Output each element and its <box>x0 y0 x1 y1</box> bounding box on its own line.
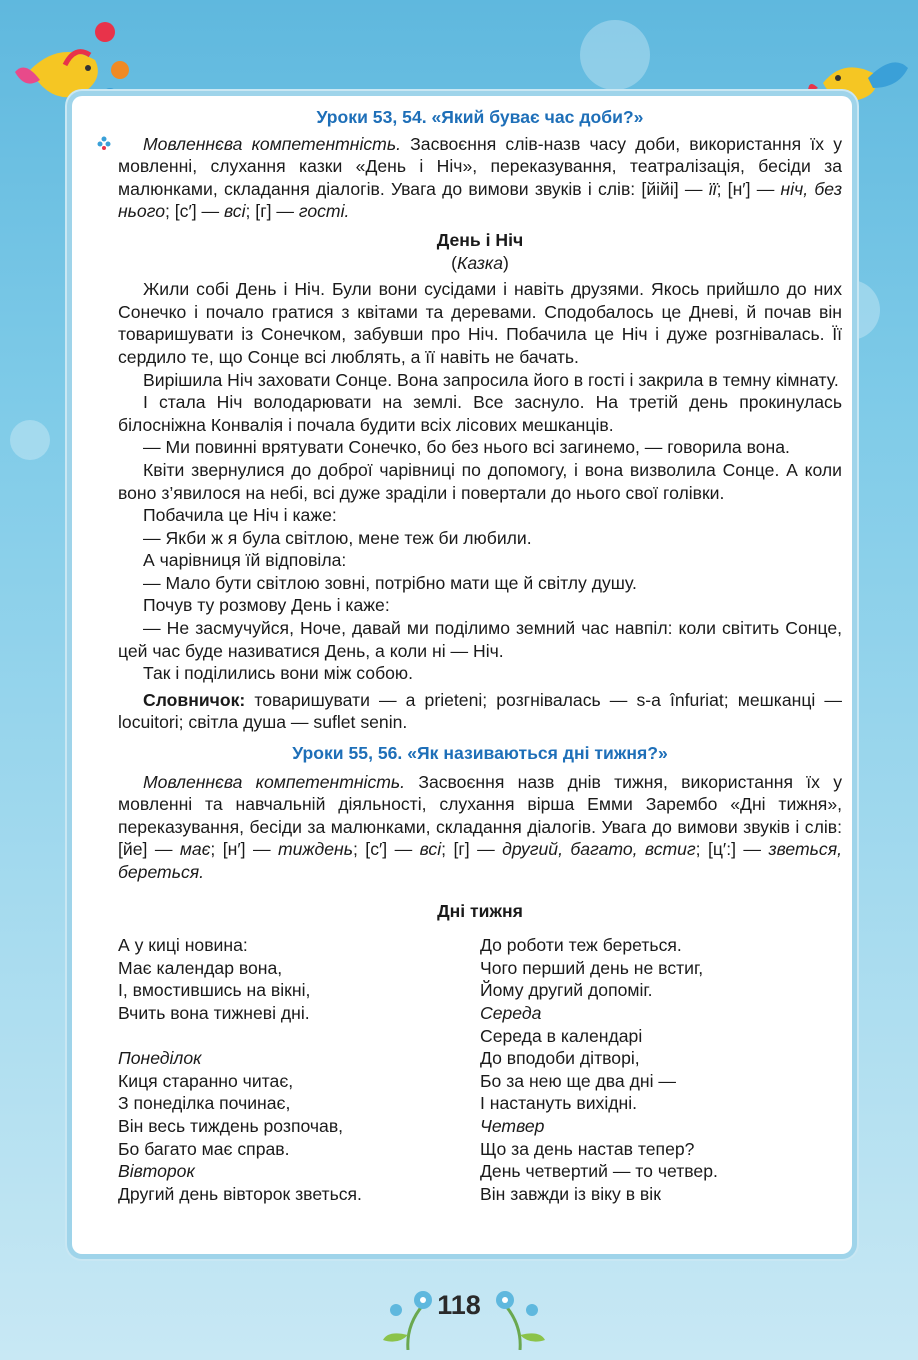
story-paragraph: Побачила це Ніч і каже: <box>143 505 337 526</box>
poem-line: Чого перший день не встиг, <box>480 957 704 978</box>
competence-text: ; [с′] — <box>352 839 420 860</box>
story-paragraph: — Якби ж я була світлою, мене теж би любили. <box>143 527 532 548</box>
poem-line: Що за день настав тепер? <box>480 1138 695 1159</box>
poem-line: З понеділка починає, <box>118 1093 291 1114</box>
poem-line: Середа в календарі <box>480 1025 643 1046</box>
poem-line: Вчить вона тижневі дні. <box>118 1002 310 1023</box>
glossary-label: Словничок: <box>143 689 246 710</box>
poem-line: Четвер <box>480 1115 545 1136</box>
poem-line: Він завжди із віку в вік <box>480 1183 661 1204</box>
glossary-text: товаришувати — a prieteni; розгнівалась — s-a înfuriat; мешканці — locuitori; світла душа — suflet senin. <box>118 689 842 733</box>
decor-bubble <box>10 420 50 460</box>
competence-label: Мовленнєва компетентність. <box>143 133 401 154</box>
competence-text: Засвоєння назв днів тижня, використання їх у мовленні та навчальній діяльності, слухання вірша Емми Зарембо «Дні тижня», переказування, бесіди за малюнками, складання діалогів. Увага до вимови звуків і слів: [йе] — <box>118 771 843 860</box>
story-paragraph: — Ми повинні врятувати Сонечко, бо без нього всі загинемо, — говорила вона. <box>143 437 790 458</box>
story-paragraph: Так і поділились вони між собою. <box>143 663 414 684</box>
story-paragraph: Квіти звернулися до доброї чарівниці по допомогу, і вона визволила Сонце. А коли воно з’явилося на небі, всі дуже зраділи і повертали до нього свої голівки. <box>118 459 842 503</box>
example-word: другий, багато, встиг <box>502 839 696 860</box>
example-word: її <box>708 178 717 199</box>
poem-line: До роботи теж береться. <box>480 935 682 956</box>
story-paragraph: І стала Ніч володарювати на землі. Все заснуло. На третій день прокинулась білосніжна Конвалія і почала будити всіх лісових мешканців. <box>118 392 842 435</box>
poem-line: Вівторок <box>118 1161 195 1182</box>
competence-text: ; [н′] — <box>210 839 278 860</box>
example-word: ніч, без нього <box>118 178 843 222</box>
story-paragraph: Жили собі День і Ніч. Були вони сусідами і навіть друзями. Якось прийшло до них Сонечко і почало гратися з квітами та деревами. Сподобалось це Дневі, й почав він товаришувати із Сонечком, забувши про Ніч. Побачила це Ніч і дуже розгнівалась. Її сердило те, що Сонце всі люблять, а її навіть не бачать. <box>118 279 842 367</box>
example-word: зветься, береться. <box>118 839 843 882</box>
subtitle-bracket: ( <box>451 252 457 273</box>
story-paragraph: — Мало бути світлою зовні, потрібно мати ще й світлу душу. <box>143 572 637 593</box>
competence-text: ; [г] — <box>441 839 503 860</box>
competence-label: Мовленнєва компетентність. <box>143 771 406 792</box>
competence-text: Засвоєння слів-назв часу доби, використання їх у мовленні, слухання казки «День і Ніч», переказування, театралізація, бесіди за малюнками, складання діалогів. Увага до вимови звуків і слів: [йійі] — <box>118 133 842 199</box>
poem-column-right <box>480 934 842 1205</box>
story-paragraph: Вирішила Ніч заховати Сонце. Вона запросила його в гості і закрила в темну кімнату. <box>143 369 839 390</box>
lesson-55-heading: Уроки 55, 56. «Як називаються дні тижня?» <box>292 743 668 764</box>
story-subtitle <box>118 252 842 275</box>
subtitle-bracket: ) <box>503 252 509 273</box>
flower-ornament-icon <box>490 1280 550 1350</box>
poem-title: Дні тижня <box>437 900 523 921</box>
story-title: День і Ніч <box>436 229 524 250</box>
poem-line: До вподоби дітворі, <box>480 1048 640 1069</box>
lesson-53-competence <box>118 133 842 223</box>
competence-text: ; [н′] — <box>716 178 781 199</box>
competence-text: ; [с′] — <box>164 201 225 222</box>
page-content <box>118 106 842 1205</box>
poem-line: Другий день вівторок зветься. <box>118 1183 362 1204</box>
poem-line: Має календар вона, <box>118 957 283 978</box>
decor-bubble <box>580 20 650 90</box>
poem-line: Він весь тиждень розпочав, <box>118 1115 344 1136</box>
story-paragraph: Почув ту розмову День і каже: <box>143 595 390 616</box>
competence-text: ; [г] — <box>245 201 299 222</box>
poem-line: Йому другий допоміг. <box>480 980 653 1001</box>
poem <box>118 934 842 1205</box>
lesson-55-competence <box>118 771 842 884</box>
story-paragraph: — Не засмучуйся, Ноче, давай ми поділимо земний час навпіл: коли світить Сонце, цей час буде називатися День, а коли ні — Ніч. <box>118 618 842 661</box>
example-word: тиждень <box>277 839 353 860</box>
poem-line: Киця старанно читає, <box>118 1070 294 1091</box>
poem-line: Бо багато має справ. <box>118 1138 290 1159</box>
poem-line: Бо за нею ще два дні — <box>480 1070 676 1091</box>
poem-line: День четвертий — то четвер. <box>480 1161 718 1182</box>
competence-text: ; [ц′:] — <box>695 839 769 860</box>
lesson-53-heading: Уроки 53, 54. «Який буває час доби?» <box>316 107 644 127</box>
poem-line: А у киці новина: <box>118 935 248 956</box>
story-paragraph: А чарівниця їй відповіла: <box>143 550 347 571</box>
page-sheet <box>72 96 852 1254</box>
example-word: має <box>179 839 211 860</box>
poem-line: Середа <box>480 1002 542 1023</box>
poem-line: Понеділок <box>118 1048 202 1069</box>
glossary <box>118 689 842 734</box>
example-word: гості. <box>298 201 350 222</box>
example-word: всі <box>419 839 442 860</box>
poem-column-left <box>118 934 480 1205</box>
poem-line: І, вмостившись на вікні, <box>118 980 311 1001</box>
poem-line: І настануть вихідні. <box>480 1093 638 1114</box>
poem-line <box>118 1025 480 1048</box>
subtitle-genre: Казка <box>456 252 504 273</box>
flower-bullet-icon <box>96 135 112 151</box>
example-word: всі <box>224 201 246 222</box>
page-number: 118 <box>437 1290 481 1320</box>
